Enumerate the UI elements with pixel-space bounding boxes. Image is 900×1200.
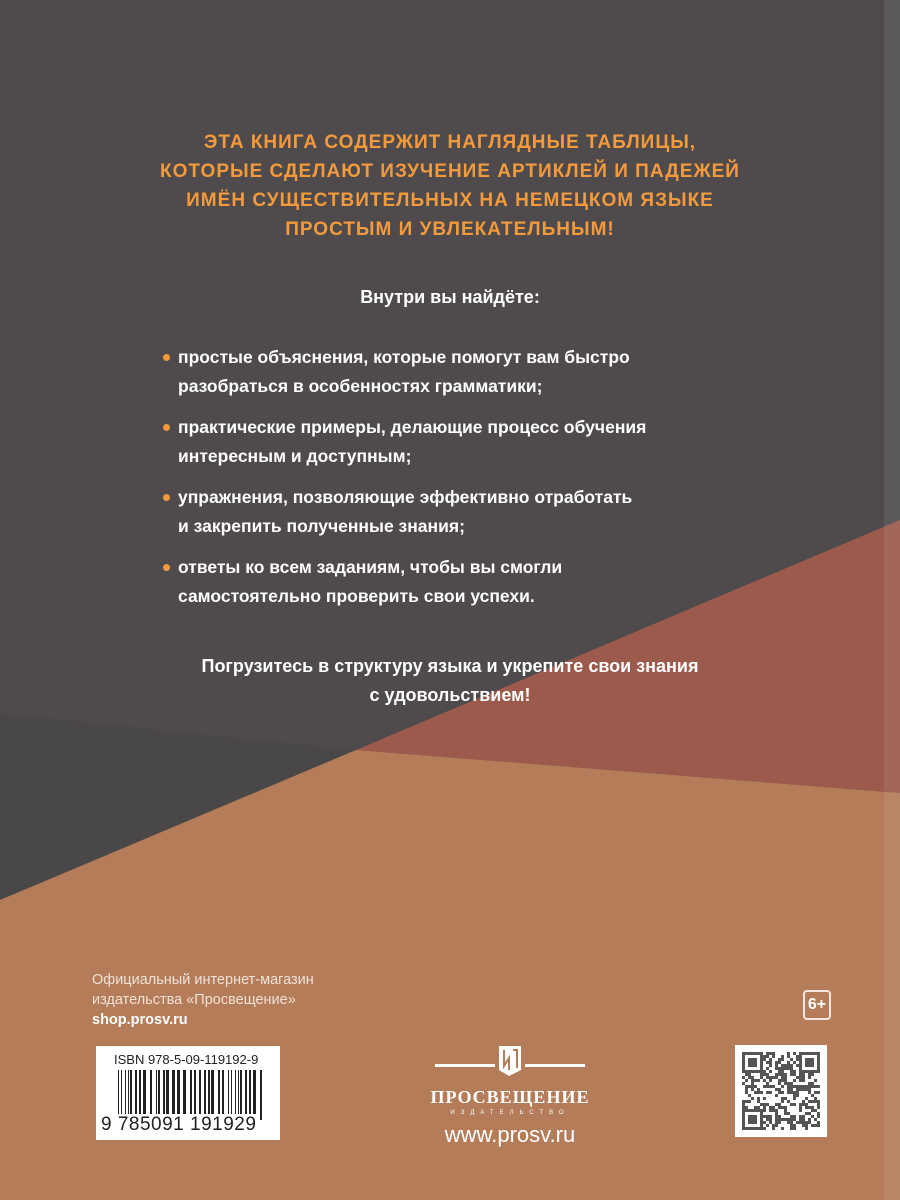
closing-line: Погрузитесь в структуру языка и укрепите свои знания xyxy=(201,656,699,676)
isbn-label: ISBN 978-5-09-119192-9 xyxy=(114,1052,259,1067)
barcode-bar xyxy=(139,1070,141,1120)
barcode-bar xyxy=(128,1070,129,1120)
barcode-bar xyxy=(240,1070,242,1120)
barcode-bar xyxy=(218,1070,220,1120)
barcode-bar xyxy=(222,1070,224,1120)
publisher-website[interactable]: www.prosv.ru xyxy=(444,1122,576,1147)
barcode-bar xyxy=(204,1070,206,1120)
closing-text xyxy=(0,652,900,710)
barcode-bar xyxy=(260,1070,262,1120)
barcode-bar xyxy=(194,1070,196,1120)
headline-line: КОТОРЫЕ СДЕЛАЮТ ИЗУЧЕНИЕ АРТИКЛЕЙ И ПАДЕЖЕЙ xyxy=(160,161,740,182)
list-item-line: разобраться в особенностях грамматики; xyxy=(178,376,543,396)
bullet-icon xyxy=(163,564,170,571)
barcode-bar xyxy=(166,1070,169,1120)
barcode-bar xyxy=(231,1070,232,1120)
shop-link[interactable]: shop.prosv.ru xyxy=(92,1012,188,1028)
barcode-bar xyxy=(253,1070,256,1120)
list-item-line: интересным и доступным; xyxy=(178,446,412,466)
barcode-bar xyxy=(158,1070,160,1120)
qr-code[interactable] xyxy=(735,1045,827,1137)
barcode-bar xyxy=(177,1070,180,1120)
headline-line: ЭТА КНИГА СОДЕРЖИТ НАГЛЯДНЫЕ ТАБЛИЦЫ, xyxy=(203,132,697,153)
bullet-icon xyxy=(163,424,170,431)
list-item-line: ответы ко всем заданиям, чтобы вы смогли xyxy=(178,557,563,577)
barcode-bar xyxy=(238,1070,239,1120)
barcode-bar xyxy=(199,1070,201,1120)
isbn-barcode xyxy=(96,1046,280,1140)
headline-line: ПРОСТЫМ И УВЛЕКАТЕЛЬНЫМ! xyxy=(285,219,615,240)
age-rating-badge: 6+ xyxy=(803,990,831,1020)
list-item-line: простые объяснения, которые помогут вам быстро xyxy=(178,347,630,367)
publisher-emblem-icon xyxy=(425,1040,595,1080)
list-item-line: упражнения, позволяющие эффективно отработать xyxy=(178,487,633,507)
list-item-line: практические примеры, делающие процесс обучения xyxy=(178,417,647,437)
barcode-bar xyxy=(156,1070,157,1120)
barcode-bar xyxy=(130,1070,132,1120)
barcode-bar xyxy=(228,1070,229,1120)
publisher-subtitle: ИЗДАТЕЛЬСТВО xyxy=(450,1110,570,1116)
list-item-line: самостоятельно проверить свои успехи. xyxy=(178,586,535,606)
closing-line: с удовольствием! xyxy=(369,685,531,705)
barcode-number: 9 785091 191929 xyxy=(101,1114,257,1135)
barcode-bar xyxy=(190,1070,192,1120)
barcode-bar xyxy=(125,1070,126,1120)
qr-code-icon xyxy=(742,1052,820,1130)
barcode-bar xyxy=(183,1070,186,1120)
barcode-bar xyxy=(163,1070,165,1120)
bullet-icon xyxy=(163,354,170,361)
barcode-bar xyxy=(211,1070,214,1120)
barcode-bar xyxy=(245,1070,247,1120)
barcode-bar xyxy=(208,1070,210,1120)
shop-info xyxy=(92,970,314,1030)
headline xyxy=(0,128,900,244)
list-item xyxy=(163,343,823,401)
list-item xyxy=(163,553,823,611)
barcode-bar xyxy=(143,1070,146,1120)
intro-text: Внутри вы найдёте: xyxy=(360,287,540,307)
publisher-logo xyxy=(425,1040,595,1148)
barcode-bar xyxy=(235,1070,236,1120)
feature-list xyxy=(163,343,823,623)
barcode-bar xyxy=(118,1070,119,1120)
publisher-name: ПРОСВЕЩЕНИЕ xyxy=(430,1087,590,1107)
list-item-line: и закрепить полученные знания; xyxy=(178,516,465,536)
headline-line: ИМЁН СУЩЕСТВИТЕЛЬНЫХ НА НЕМЕЦКОМ ЯЗЫКЕ xyxy=(186,190,714,211)
barcode-bar xyxy=(172,1070,175,1120)
shop-line: Официальный интернет-магазин xyxy=(92,972,314,988)
barcode-bar xyxy=(135,1070,137,1120)
barcode-bar xyxy=(249,1070,251,1120)
bullet-icon xyxy=(163,494,170,501)
shop-line: издательства «Просвещение» xyxy=(92,992,296,1008)
list-item xyxy=(163,483,823,541)
barcode-bar xyxy=(150,1070,152,1120)
barcode-bar xyxy=(121,1070,122,1120)
list-item xyxy=(163,413,823,471)
